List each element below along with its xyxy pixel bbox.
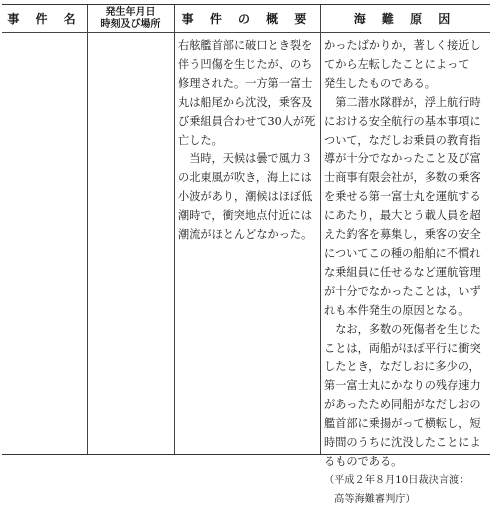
header-divider bbox=[2, 32, 490, 33]
verdict-note-line: （平成２年８月10日裁決言渡： bbox=[324, 474, 470, 486]
cause-line: てから左転したことによって bbox=[324, 57, 470, 71]
summary-line: 右舷艦首部に破口とき裂を bbox=[178, 39, 313, 52]
header-datetime-line2: 時刻及び場所 bbox=[100, 19, 161, 30]
header-summary: 事 件 の 概 要 bbox=[181, 12, 313, 26]
column-divider bbox=[320, 5, 321, 454]
cause-line: における安全航行の基本事項に bbox=[324, 114, 481, 128]
column-divider bbox=[87, 5, 88, 454]
cause-line: 時間のうちに沈没したことによ bbox=[324, 436, 481, 450]
summary-line: 伴う凹傷を生じたが、のち bbox=[178, 57, 313, 71]
summary-line: 小波があり，潮候はほぼ低 bbox=[178, 190, 313, 204]
summary-line: 当時，天候は曇で風力３ bbox=[178, 152, 313, 166]
cause-line: 士商事有限会社が，多数の乗客 bbox=[324, 171, 481, 185]
cause-line: を乗せる第一富士丸を運航する bbox=[324, 190, 481, 204]
header-datetime-line1: 発生年月日 bbox=[105, 7, 156, 18]
header-datetime-place bbox=[87, 6, 174, 32]
cause-line: れも本件発生の原因となる。 bbox=[324, 303, 470, 317]
case-table bbox=[2, 4, 490, 505]
summary-line: 潮流がほとんどなかった。 bbox=[178, 228, 313, 242]
summary-line: 丸は船尾から沈没，乗客及 bbox=[178, 95, 313, 109]
cause-line: かったばかりか，著しく接近し bbox=[324, 39, 481, 52]
summary-column bbox=[178, 37, 315, 245]
cause-line: があったため同船がなだしおの bbox=[324, 398, 481, 412]
header-cause: 海 難 原 因 bbox=[353, 12, 457, 26]
cause-line: したとき，なだしおに多少の， bbox=[324, 360, 480, 374]
column-divider bbox=[174, 5, 175, 454]
cause-line: 発生したものである。 bbox=[324, 76, 436, 90]
cause-line: 第一富士丸にかなりの残存速力 bbox=[324, 379, 481, 393]
summary-line: の北東風が吹き，海上には bbox=[178, 171, 312, 185]
cause-line: 導が十分でなかったこと及び富 bbox=[324, 152, 481, 166]
cause-line: についてこの種の船舶に不慣れ bbox=[324, 246, 481, 260]
cause-line: が十分でなかったことは，いず bbox=[324, 284, 481, 298]
summary-line: び乗組員合わせて30人が死 bbox=[178, 114, 316, 128]
cause-line: ことは，両船がほぼ平行に衝突 bbox=[324, 341, 481, 355]
cause-line: 第二潜水隊群が，浮上航行時 bbox=[324, 95, 481, 109]
summary-line: 修理された。一方第一富士 bbox=[178, 76, 313, 90]
cause-line: るものである。 bbox=[324, 454, 403, 468]
cause-line: 艦首部に乗揚がって横転し，短 bbox=[324, 417, 481, 431]
cause-line: ついて，なだしお乗員の教育指 bbox=[324, 133, 481, 147]
verdict-note-line: 高等海難審判庁） bbox=[324, 493, 416, 505]
cause-line: えた釣客を募集し，乗客の安全 bbox=[324, 228, 481, 242]
cause-line: な乗組員に任せるなど運航管理 bbox=[324, 265, 481, 279]
cause-column bbox=[324, 37, 481, 510]
summary-line: 亡した。 bbox=[178, 133, 223, 147]
header-case-name: 事 件 名 bbox=[7, 12, 82, 26]
cause-line: なお，多数の死傷者を生じた bbox=[324, 322, 481, 336]
cause-line: にあたり，最大とう載人員を超 bbox=[324, 209, 481, 223]
summary-line: 潮時で，衝突地点付近には bbox=[178, 209, 313, 223]
